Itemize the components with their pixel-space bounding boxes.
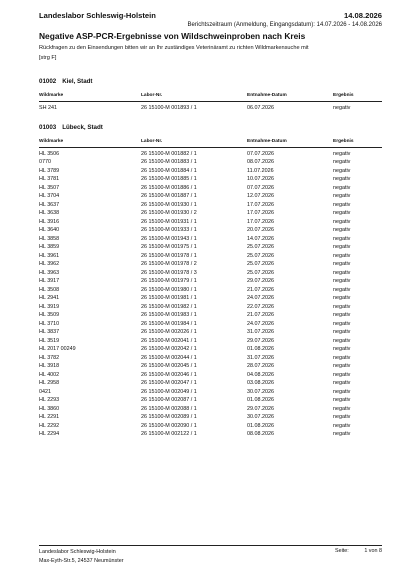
page-label: Seite:: [335, 548, 349, 554]
table-row: [39, 311, 382, 320]
footer-address: [39, 548, 124, 565]
ergebnis-cell: negativ: [333, 295, 351, 301]
table-row: [39, 235, 382, 244]
wildmarke-cell: HL 2294: [39, 431, 60, 437]
table-row: [39, 260, 382, 269]
wildmarke-cell: HL 3519: [39, 337, 60, 344]
entnahme-datum-cell: 24.07.2026: [247, 320, 274, 327]
table-row: [39, 175, 382, 184]
labor-nr-cell: 26 15100-M 001884 / 1: [141, 167, 197, 174]
ergebnis-cell: negativ: [333, 363, 351, 369]
wildmarke-cell: 0421: [39, 388, 51, 395]
table-row: [39, 422, 382, 431]
ergebnis-cell: negativ: [333, 388, 351, 395]
district-heading: [39, 78, 98, 85]
ergebnis-cell: negativ: [333, 193, 351, 199]
table-row: [39, 218, 382, 227]
table-row: [39, 201, 382, 210]
entnahme-datum-cell: 08.08.2026: [247, 431, 274, 437]
table-row: [39, 379, 382, 388]
table-row: [39, 345, 382, 354]
column-header-cell: Ergebnis: [333, 93, 354, 98]
ergebnis-cell: negativ: [333, 278, 351, 284]
report-range: Berichtszeitraum (Anmeldung, Eingangsdatum): 14.07.2026 - 14.08.2026: [187, 22, 382, 28]
labor-nr-cell: 26 15100-M 002047 / 1: [141, 380, 197, 386]
labor-nr-cell: 26 15100-M 002046 / 1: [141, 371, 197, 378]
entnahme-datum-cell: 12.07.2026: [247, 193, 274, 199]
entnahme-datum-cell: 17.07.2026: [247, 218, 274, 225]
table-row: [39, 243, 382, 252]
ergebnis-cell: negativ: [333, 235, 351, 242]
entnahme-datum-cell: 01.08.2026: [247, 422, 274, 429]
entnahme-datum-cell: 20.07.2026: [247, 227, 274, 233]
ergebnis-cell: negativ: [333, 312, 351, 318]
wildmarke-cell: HL 3710: [39, 320, 60, 327]
labor-nr-cell: 26 15100-M 002090 / 1: [141, 422, 197, 429]
labor-nr-cell: 26 15100-M 001893 / 1: [141, 104, 197, 111]
entnahme-datum-cell: 08.07.2026: [247, 159, 274, 165]
ergebnis-cell: negativ: [333, 371, 351, 378]
footer-lab: Landeslabor Schleswig-Holstein: [39, 549, 116, 555]
table-row: [39, 362, 382, 371]
labor-nr-cell: 26 15100-M 001982 / 1: [141, 303, 197, 310]
wildmarke-cell: HL 3640: [39, 227, 60, 233]
ergebnis-cell: negativ: [333, 252, 351, 259]
entnahme-datum-cell: 11.07.2026: [247, 167, 274, 174]
labor-nr-cell: 26 15100-M 001930 / 2: [141, 210, 197, 216]
ergebnis-cell: negativ: [333, 218, 351, 225]
table-row: [39, 158, 382, 167]
table-row: [39, 337, 382, 346]
wildmarke-cell: HL 3859: [39, 244, 60, 250]
entnahme-datum-cell: 03.08.2026: [247, 380, 274, 386]
ergebnis-cell: negativ: [333, 397, 351, 403]
entnahme-datum-cell: 28.07.2026: [247, 363, 274, 369]
column-header-cell: Labor-Nr.: [141, 93, 163, 98]
entnahme-datum-cell: 29.07.2026: [247, 405, 274, 412]
report-subtitle: Rückfragen zu den Einsendungen bitten wir an Ihr zuständiges Veterinäramt zu richten Wildmarkensuche mit [strg F]: [39, 45, 309, 61]
wildmarke-cell: HL 3916: [39, 218, 60, 225]
entnahme-datum-cell: 24.07.2026: [247, 295, 274, 301]
table-row: [39, 192, 382, 201]
table-row: [39, 150, 382, 159]
wildmarke-cell: HL 3918: [39, 363, 60, 369]
table-row: [39, 430, 382, 439]
table-row: [39, 277, 382, 286]
column-header: [39, 137, 382, 147]
entnahme-datum-cell: 07.07.2026: [247, 184, 274, 191]
table-row: [39, 328, 382, 337]
table-row: [39, 303, 382, 312]
district-name: Kiel, Stadt: [62, 78, 93, 85]
wildmarke-cell: HL 4002: [39, 371, 60, 378]
entnahme-datum-cell: 29.07.2026: [247, 337, 274, 344]
wildmarke-cell: HL 2941: [39, 295, 60, 301]
ergebnis-cell: negativ: [333, 414, 351, 420]
ergebnis-cell: negativ: [333, 210, 351, 216]
entnahme-datum-cell: 07.07.2026: [247, 150, 274, 157]
district-name: Lübeck, Stadt: [62, 124, 103, 131]
column-header-cell: Entnahme-Datum: [247, 139, 287, 144]
ergebnis-cell: negativ: [333, 354, 351, 361]
column-header-cell: Entnahme-Datum: [247, 93, 287, 98]
labor-nr-cell: 26 15100-M 002026 / 1: [141, 329, 197, 335]
wildmarke-cell: HL 3506: [39, 150, 60, 157]
entnahme-datum-cell: 17.07.2026: [247, 210, 274, 216]
entnahme-datum-cell: 01.08.2026: [247, 346, 274, 352]
wildmarke-cell: HL 3837: [39, 329, 60, 335]
labor-nr-cell: 26 15100-M 002089 / 1: [141, 414, 197, 420]
table-row: [39, 405, 382, 414]
ergebnis-cell: negativ: [333, 244, 351, 250]
table-row: [39, 413, 382, 422]
labor-nr-cell: 26 15100-M 001887 / 1: [141, 193, 197, 199]
entnahme-datum-cell: 21.07.2026: [247, 286, 274, 293]
ergebnis-cell: negativ: [333, 201, 351, 208]
table-row: [39, 252, 382, 261]
ergebnis-cell: negativ: [333, 184, 351, 191]
ergebnis-cell: negativ: [333, 405, 351, 412]
ergebnis-cell: negativ: [333, 176, 351, 182]
labor-nr-cell: 26 15100-M 001930 / 1: [141, 201, 197, 208]
entnahme-datum-cell: 31.07.2026: [247, 354, 274, 361]
table-row: [39, 388, 382, 397]
ergebnis-cell: negativ: [333, 159, 351, 165]
table-row: [39, 269, 382, 278]
labor-nr-cell: 26 15100-M 002044 / 1: [141, 354, 197, 361]
entnahme-datum-cell: 22.07.2026: [247, 303, 274, 310]
table-row: [39, 286, 382, 295]
wildmarke-cell: HL 3509: [39, 312, 60, 318]
entnahme-datum-cell: 04.08.2026: [247, 371, 274, 378]
wildmarke-cell: HL 3637: [39, 201, 60, 208]
ergebnis-cell: negativ: [333, 286, 351, 293]
column-header-cell: Labor-Nr.: [141, 139, 163, 144]
labor-nr-cell: 26 15100-M 002041 / 1: [141, 337, 197, 344]
labor-nr-cell: 26 15100-M 001882 / 1: [141, 150, 197, 157]
wildmarke-cell: HL 2293: [39, 397, 60, 403]
ergebnis-cell: negativ: [333, 227, 351, 233]
ergebnis-cell: negativ: [333, 104, 351, 111]
entnahme-datum-cell: 30.07.2026: [247, 388, 274, 395]
wildmarke-cell: HL 3508: [39, 286, 60, 293]
labor-nr-cell: 26 15100-M 001983 / 1: [141, 312, 197, 318]
footer-street: Max-Eyth-Str.5, 24537 Neumünster: [39, 557, 124, 564]
labor-nr-cell: 26 15100-M 002122 / 1: [141, 431, 197, 437]
ergebnis-cell: negativ: [333, 380, 351, 386]
header-rule: [39, 147, 382, 148]
ergebnis-cell: negativ: [333, 337, 351, 344]
labor-nr-cell: 26 15100-M 001933 / 1: [141, 227, 197, 233]
footer-rule: [39, 545, 382, 546]
labor-nr-cell: 26 15100-M 001886 / 1: [141, 184, 197, 191]
entnahme-datum-cell: 14.07.2026: [247, 235, 274, 242]
table-row: [39, 354, 382, 363]
wildmarke-cell: HL 3507: [39, 184, 60, 191]
labor-nr-cell: 26 15100-M 001984 / 1: [141, 320, 197, 327]
ergebnis-cell: negativ: [333, 320, 351, 327]
lab-name: Landeslabor Schleswig-Holstein: [39, 11, 156, 20]
ergebnis-cell: negativ: [333, 431, 351, 437]
ergebnis-cell: negativ: [333, 167, 351, 174]
labor-nr-cell: 26 15100-M 001943 / 1: [141, 235, 197, 242]
entnahme-datum-cell: 25.07.2026: [247, 261, 274, 267]
column-header-cell: Wildmarke: [39, 139, 64, 144]
entnahme-datum-cell: 25.07.2026: [247, 252, 274, 259]
entnahme-datum-cell: 31.07.2026: [247, 329, 274, 335]
labor-nr-cell: 26 15100-M 002045 / 1: [141, 363, 197, 369]
labor-nr-cell: 26 15100-M 001978 / 1: [141, 252, 197, 259]
wildmarke-cell: HL 2958: [39, 380, 60, 386]
labor-nr-cell: 26 15100-M 001883 / 1: [141, 159, 197, 165]
ergebnis-cell: negativ: [333, 269, 351, 276]
table-row: [39, 396, 382, 405]
district-heading: [39, 124, 109, 131]
wildmarke-cell: HL 3781: [39, 176, 60, 182]
header-rule: [39, 101, 382, 102]
entnahme-datum-cell: 30.07.2026: [247, 414, 274, 420]
wildmarke-cell: HL 2291: [39, 414, 60, 420]
table-row: [39, 294, 382, 303]
entnahme-datum-cell: 17.07.2026: [247, 201, 274, 208]
labor-nr-cell: 26 15100-M 002087 / 1: [141, 397, 197, 403]
report-date: 14.08.2026: [343, 11, 382, 20]
column-header-cell: Wildmarke: [39, 93, 64, 98]
labor-nr-cell: 26 15100-M 001978 / 3: [141, 269, 197, 276]
wildmarke-cell: HL 3961: [39, 252, 60, 259]
wildmarke-cell: HL 3919: [39, 303, 60, 310]
ergebnis-cell: negativ: [333, 422, 351, 429]
labor-nr-cell: 26 15100-M 001931 / 1: [141, 218, 197, 225]
wildmarke-cell: HL 3789: [39, 167, 60, 174]
table-row: [39, 209, 382, 218]
wildmarke-cell: HL 3860: [39, 405, 60, 412]
wildmarke-cell: HL 2292: [39, 422, 60, 429]
column-header: [39, 91, 382, 101]
ergebnis-cell: negativ: [333, 261, 351, 267]
entnahme-datum-cell: 25.07.2026: [247, 244, 274, 250]
labor-nr-cell: 26 15100-M 001975 / 1: [141, 244, 197, 250]
entnahme-datum-cell: 06.07.2026: [247, 104, 274, 111]
entnahme-datum-cell: 10.07.2026: [247, 176, 274, 182]
page-indicator: [333, 548, 382, 554]
report-title: Negative ASP-PCR-Ergebnisse von Wildschweinproben nach Kreis: [39, 31, 306, 41]
table-row: [39, 104, 382, 113]
labor-nr-cell: 26 15100-M 002049 / 1: [141, 388, 197, 395]
table-row: [39, 226, 382, 235]
ergebnis-cell: negativ: [333, 329, 351, 335]
wildmarke-cell: HL 3858: [39, 235, 60, 242]
district-code: 01003: [39, 124, 57, 131]
entnahme-datum-cell: 25.07.2026: [247, 269, 274, 276]
labor-nr-cell: 26 15100-M 002042 / 1: [141, 346, 197, 352]
ergebnis-cell: negativ: [333, 346, 351, 352]
labor-nr-cell: 26 15100-M 002088 / 1: [141, 405, 197, 412]
wildmarke-cell: 0770: [39, 159, 51, 165]
ergebnis-cell: negativ: [333, 303, 351, 310]
district-code: 01002: [39, 78, 57, 85]
table-row: [39, 320, 382, 329]
wildmarke-cell: HL 3782: [39, 354, 60, 361]
labor-nr-cell: 26 15100-M 001978 / 2: [141, 261, 197, 267]
labor-nr-cell: 26 15100-M 001980 / 1: [141, 286, 197, 293]
ergebnis-cell: negativ: [333, 150, 351, 157]
labor-nr-cell: 26 15100-M 001981 / 1: [141, 295, 197, 301]
labor-nr-cell: 26 15100-M 001885 / 1: [141, 176, 197, 182]
wildmarke-cell: SH 241: [39, 104, 57, 111]
entnahme-datum-cell: 01.08.2026: [247, 397, 274, 403]
column-header-cell: Ergebnis: [333, 139, 354, 144]
page-number: 1 von 8: [364, 548, 382, 554]
wildmarke-cell: HL 3963: [39, 269, 60, 276]
labor-nr-cell: 26 15100-M 001979 / 1: [141, 278, 197, 284]
table-row: [39, 167, 382, 176]
wildmarke-cell: HL 3962: [39, 261, 60, 267]
wildmarke-cell: HL 3917: [39, 278, 60, 284]
wildmarke-cell: HL 3638: [39, 210, 60, 216]
wildmarke-cell: HL 2017 00249: [39, 346, 76, 352]
entnahme-datum-cell: 21.07.2026: [247, 312, 274, 318]
entnahme-datum-cell: 29.07.2026: [247, 278, 274, 284]
table-row: [39, 371, 382, 380]
table-row: [39, 184, 382, 193]
wildmarke-cell: HL 3704: [39, 193, 60, 199]
